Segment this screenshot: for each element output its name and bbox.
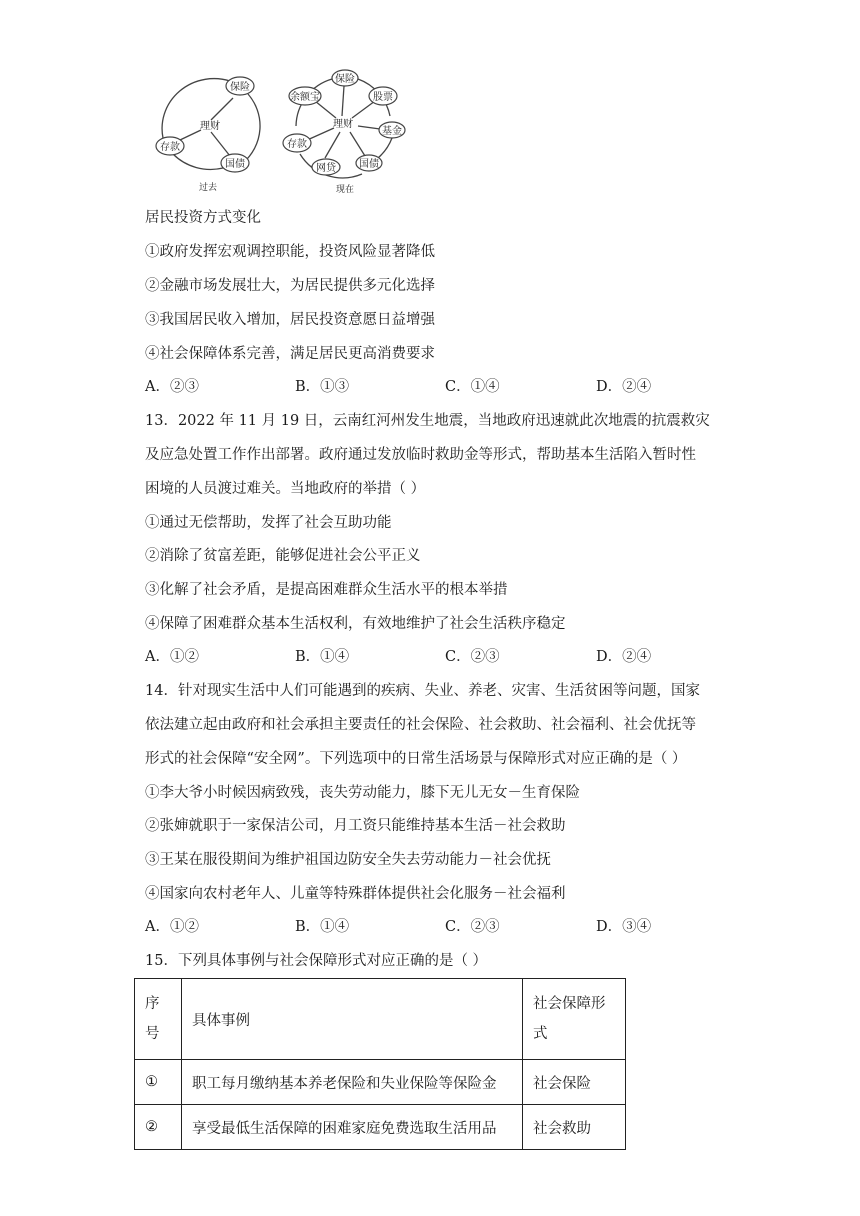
table-row: [135, 1105, 626, 1150]
q14-option-d[interactable]: D．③④: [596, 919, 652, 935]
header-text: 序: [145, 996, 160, 1012]
diagram-now: [280, 66, 410, 198]
q13-stem-line-2: 及应急处置工作作出部署。政府通过发放临时救助金等形式，帮助基本生活陷入暂时性: [145, 447, 696, 463]
q12-item-3: ③我国居民收入增加，居民投资意愿日益增强: [145, 312, 435, 328]
node-center-label: 理财: [200, 121, 220, 132]
row-form: 社会救助: [523, 1105, 626, 1150]
node-label: 保险: [335, 74, 355, 85]
table-row: [135, 1060, 626, 1105]
row-example: 职工每月缴纳基本养老保险和失业保险等保险金: [182, 1060, 523, 1105]
q12-item-4: ④社会保障体系完善，满足居民更高消费要求: [145, 346, 435, 362]
node-label: 基金: [382, 126, 402, 137]
q12-item-2: ②金融市场发展壮大，为居民提供多元化选择: [145, 278, 435, 294]
table-header-row: [135, 979, 626, 1060]
row-form: 社会保险: [523, 1060, 626, 1105]
q14-item-4: ④国家向农村老年人、儿童等特殊群体提供社会化服务－社会福利: [145, 886, 566, 902]
q14-item-2: ②张婶就职于一家保洁公司，月工资只能维持基本生活－社会救助: [145, 818, 566, 834]
node-label: 股票: [373, 92, 393, 103]
diagram-past: [145, 68, 270, 198]
q14-item-1: ①李大爷小时候因病致残，丧失劳动能力，膝下无儿无女－生育保险: [145, 785, 580, 801]
q13-option-b[interactable]: B．①④: [295, 649, 350, 665]
caption-now: 现在: [335, 185, 355, 195]
figure-title: 居民投资方式变化: [145, 210, 261, 226]
q15-stem: 15．下列具体事例与社会保障形式对应正确的是（ ）: [145, 953, 488, 969]
q13-item-2: ②消除了贫富差距，能够促进社会公平正义: [145, 548, 421, 564]
header-text: 式: [533, 1026, 548, 1042]
q13-option-d[interactable]: D．②④: [596, 649, 652, 665]
header-form: [523, 979, 626, 1060]
q13-item-4: ④保障了困难群众基本生活权利，有效地维护了社会生活秩序稳定: [145, 616, 566, 632]
q14-stem-line-2: 依法建立起由政府和社会承担主要责任的社会保险、社会救助、社会福利、社会优抚等: [145, 717, 696, 733]
node-label: 国债: [225, 159, 245, 170]
q14-item-3: ③王某在服役期间为维护祖国边防安全失去劳动能力－社会优抚: [145, 852, 551, 868]
q12-item-1: ①政府发挥宏观调控职能，投资风险显著降低: [145, 244, 435, 260]
header-text: 号: [145, 1026, 160, 1042]
header-example: 具体事例: [182, 979, 523, 1060]
q12-option-b[interactable]: B．①③: [295, 379, 350, 395]
q13-option-c[interactable]: C．②③: [445, 649, 500, 665]
node-label: 网贷: [316, 163, 336, 174]
node-label: 存款: [160, 142, 180, 153]
node-center-label: 理财: [333, 119, 353, 130]
q12-option-c[interactable]: C．①④: [445, 379, 500, 395]
node-label: 余额宝: [290, 92, 320, 103]
q13-item-1: ①通过无偿帮助，发挥了社会互助功能: [145, 515, 392, 531]
q14-stem-line-1: 14．针对现实生活中人们可能遇到的疾病、失业、养老、灾害、生活贫困等问题，国家: [145, 683, 700, 699]
q14-option-b[interactable]: B．①④: [295, 919, 350, 935]
header-number: [135, 979, 182, 1060]
q14-stem-line-3: 形式的社会保障“安全网”。下列选项中的日常生活场景与保障形式对应正确的是（ ）: [145, 751, 687, 767]
row-number: ②: [135, 1105, 182, 1150]
q12-option-a[interactable]: A．②③: [145, 379, 199, 395]
q14-option-c[interactable]: C．②③: [445, 919, 500, 935]
node-label: 国债: [359, 159, 379, 170]
q15-table: [134, 978, 626, 1150]
q14-option-a[interactable]: A．①②: [145, 919, 199, 935]
node-label: 保险: [230, 82, 250, 93]
node-label: 存款: [287, 139, 307, 150]
row-example: 享受最低生活保障的困难家庭免费选取生活用品: [182, 1105, 523, 1150]
q12-option-d[interactable]: D．②④: [596, 379, 652, 395]
q13-stem-line-1: 13．2022 年 11 月 19 日，云南红河州发生地震，当地政府迅速就此次地震的抗震救灾: [145, 413, 710, 429]
header-text: 社会保障形: [533, 996, 606, 1012]
q13-option-a[interactable]: A．①②: [145, 649, 199, 665]
caption-past: 过去: [198, 183, 218, 193]
row-number: ①: [135, 1060, 182, 1105]
q13-item-3: ③化解了社会矛盾，是提高困难群众生活水平的根本举措: [145, 582, 508, 598]
q13-stem-line-3: 困境的人员渡过难关。当地政府的举措（ ）: [145, 481, 426, 497]
